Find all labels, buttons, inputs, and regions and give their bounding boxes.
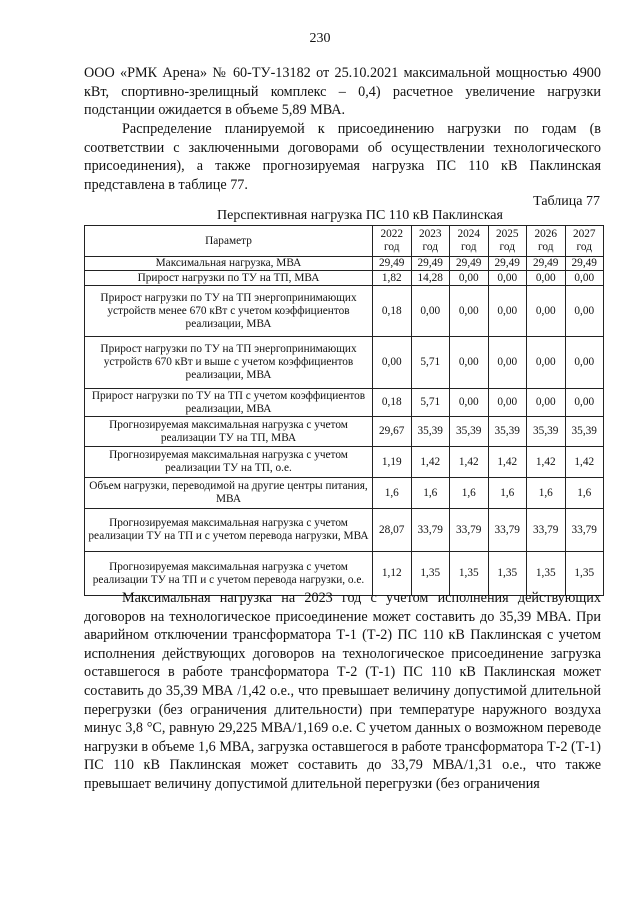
row-value: 29,49 [450,257,489,271]
row-value: 0,00 [488,389,527,417]
row-value: 1,35 [565,552,604,596]
row-value: 35,39 [488,417,527,447]
row-value: 1,42 [411,447,450,478]
row-value: 0,18 [373,389,412,417]
table-row [85,509,604,552]
row-value: 1,6 [527,478,566,509]
row-param: Прирост нагрузки по ТУ на ТП с учетом коэффициентов реализации, МВА [85,389,373,417]
row-value: 0,00 [565,337,604,389]
load-forecast-table [84,225,604,596]
row-value: 0,00 [527,389,566,417]
row-value: 29,67 [373,417,412,447]
row-param: Прогнозируемая максимальная нагрузка с учетом реализации ТУ на ТП и с учетом перевода нагрузки, о.е. [85,552,373,596]
row-value: 0,00 [527,337,566,389]
header-year: 2027 год [565,226,604,257]
row-value: 5,71 [411,389,450,417]
table-title: Перспективная нагрузка ПС 110 кВ Паклинская [217,208,503,223]
row-value: 1,6 [450,478,489,509]
row-value: 33,79 [565,509,604,552]
row-value: 29,49 [411,257,450,271]
header-year: 2024 год [450,226,489,257]
row-value: 0,00 [411,286,450,337]
row-value: 1,19 [373,447,412,478]
row-value: 1,42 [565,447,604,478]
header-year: 2026 год [527,226,566,257]
table-row [85,257,604,271]
table-row [85,389,604,417]
table-row [85,447,604,478]
row-value: 33,79 [488,509,527,552]
row-value: 0,00 [565,271,604,286]
row-value: 1,42 [450,447,489,478]
row-param: Прогнозируемая максимальная нагрузка с учетом реализации ТУ на ТП, о.е. [85,447,373,478]
row-value: 0,00 [488,286,527,337]
row-value: 0,00 [565,286,604,337]
table-row [85,271,604,286]
paragraph-analysis: Максимальная нагрузка на 2023 год с учетом исполнения действующих договоров на технологическое присоединение может составить до 35,39 МВА. При аварийном отключении трансформатора Т-1 (Т-2) ПС 110 кВ Паклинская с учетом исполнения действующих договоров на технологическое присоединение загрузка оставшегося в работе трансформатора Т-2 (Т-1) ПС 110 кВ Паклинская может составить до 35,39 МВА /1,42 о.е., что превышает величину допустимой длительной перегрузки (без ограничения длительности) при температуре наружного воздуха минус 3,8 °С, равную 29,225 МВА/1,169 о.е. С учетом данных о возможном переводе нагрузки в объеме 1,6 МВА, загрузка оставшегося в работе трансформатора Т-2 (Т-1) ПС 110 кВ Паклинская может составить до 33,79 МВА/1,31 о.е., что также превышает величину допустимой длительной перегрузки (без ограничения [84,590,601,792]
row-value: 35,39 [527,417,566,447]
paragraph-distribution: Распределение планируемой к присоединению нагрузки по годам (в соответствии с заключенными договорами об осуществлении технологического присоединения), а также прогнозируемая нагрузка ПС 110 кВ Паклинская представлена в таблице 77. [84,121,601,193]
row-value: 1,35 [411,552,450,596]
row-value: 0,00 [527,286,566,337]
row-value: 29,49 [565,257,604,271]
row-value: 29,49 [488,257,527,271]
row-value: 1,35 [527,552,566,596]
row-value: 29,49 [373,257,412,271]
row-param: Прирост нагрузки по ТУ на ТП энергопринимающих устройств 670 кВт и выше с учетом коэффициентов реализации, МВА [85,337,373,389]
row-value: 1,42 [488,447,527,478]
table-row [85,417,604,447]
row-value: 1,6 [565,478,604,509]
header-param: Параметр [85,226,373,257]
table-label: Таблица 77 [533,194,600,209]
table-row [85,286,604,337]
row-value: 35,39 [565,417,604,447]
row-value: 1,82 [373,271,412,286]
row-param: Прирост нагрузки по ТУ на ТП, МВА [85,271,373,286]
row-value: 29,49 [527,257,566,271]
row-value: 28,07 [373,509,412,552]
row-value: 5,71 [411,337,450,389]
row-value: 0,00 [565,389,604,417]
row-value: 0,00 [527,271,566,286]
table-row [85,478,604,509]
table-row [85,337,604,389]
row-value: 0,00 [488,271,527,286]
paragraph-intro: ООО «РМК Арена» № 60-ТУ-13182 от 25.10.2021 максимальной мощностью 4900 кВт, спортивно-зрелищный комплекс – 0,4) расчетное увеличение нагрузки подстанции ожидается в объеме 5,89 МВА. [84,65,601,119]
table-header-row [85,226,604,257]
row-value: 33,79 [527,509,566,552]
row-param: Максимальная нагрузка, МВА [85,257,373,271]
row-value: 1,6 [373,478,412,509]
page-number: 230 [309,31,331,46]
row-value: 0,00 [450,271,489,286]
row-value: 1,42 [527,447,566,478]
row-value: 35,39 [450,417,489,447]
row-value: 0,18 [373,286,412,337]
row-value: 0,00 [450,286,489,337]
row-value: 1,35 [450,552,489,596]
row-value: 0,00 [450,389,489,417]
row-param: Объем нагрузки, переводимой на другие центры питания, МВА [85,478,373,509]
row-param: Прогнозируемая максимальная нагрузка с учетом реализации ТУ на ТП и с учетом перевода нагрузки, МВА [85,509,373,552]
row-value: 0,00 [373,337,412,389]
row-value: 0,00 [450,337,489,389]
row-value: 33,79 [411,509,450,552]
row-value: 33,79 [450,509,489,552]
row-value: 1,12 [373,552,412,596]
row-value: 0,00 [488,337,527,389]
row-param: Прогнозируемая максимальная нагрузка с учетом реализации ТУ на ТП, МВА [85,417,373,447]
header-year: 2025 год [488,226,527,257]
header-year: 2023 год [411,226,450,257]
row-value: 1,6 [411,478,450,509]
row-value: 1,6 [488,478,527,509]
row-value: 1,35 [488,552,527,596]
header-year: 2022 год [373,226,412,257]
row-param: Прирост нагрузки по ТУ на ТП энергопринимающих устройств менее 670 кВт с учетом коэффициентов реализации, МВА [85,286,373,337]
row-value: 14,28 [411,271,450,286]
row-value: 35,39 [411,417,450,447]
